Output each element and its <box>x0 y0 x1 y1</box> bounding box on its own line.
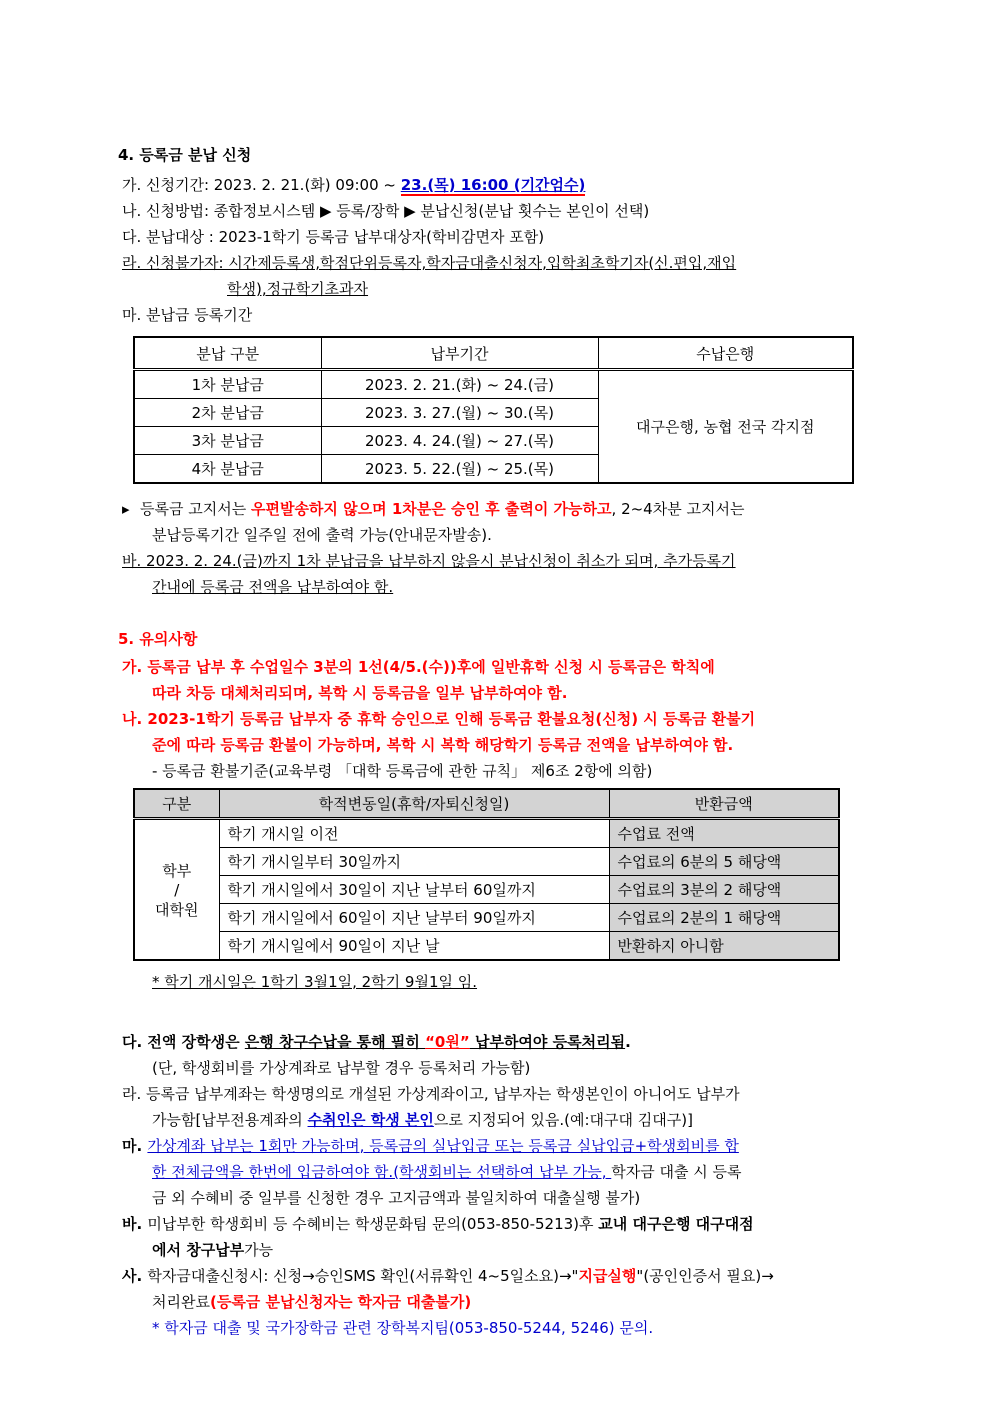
ra-text: 가능함[납부전용계좌의 <box>152 1111 308 1129</box>
sec4-item-ma: 마. 분납금 등록기간 <box>122 306 253 324</box>
deadline-highlight: 23.(목) 16:00 (기간엄수) <box>400 176 586 194</box>
sa-text3: 처리완료 <box>152 1293 210 1311</box>
installment-schedule-table <box>133 336 854 484</box>
sec4-item-ra-line2 <box>122 276 932 302</box>
scholarship-contact-note: * 학자금 대출 및 국가장학금 관련 장학복지팀(053-850-5244, 5246) 문의. <box>152 1319 654 1337</box>
cell-installment: 3차 분납금 <box>134 427 321 455</box>
refund-criteria-table <box>133 788 840 961</box>
ra-text2: 으로 지정되어 있음.(예:대구대 김대구)] <box>433 1111 693 1129</box>
cell-installment: 4차 분납금 <box>134 455 321 484</box>
sec4-item-ba-line1 <box>122 548 932 574</box>
da-underline-text2: 납부하여야 등록처리됨 <box>469 1033 626 1051</box>
loan-restriction-emphasis: (등록금 분납신청자는 학자금 대출불가) <box>209 1293 472 1311</box>
sec4-note-line2: 분납등록기간 일주일 전에 출력 가능(안내문자발송). <box>152 526 492 544</box>
sec4-item-da: 다. 분납대상 : 2023-1학기 등록금 납부대상자(학비감면자 포함) <box>122 228 545 246</box>
sec4-ra-line2-text: 학생),정규학기초과자 <box>227 280 369 298</box>
loan-execution-emphasis: 지급실행 <box>578 1267 637 1285</box>
col-header-period: 납부기간 <box>321 337 598 370</box>
cell-change-date: 학기 개시일 이전 <box>219 819 609 848</box>
sa-text2: "(공인인증서 필요)→ <box>636 1267 774 1285</box>
sec4-item-ba-line2 <box>122 574 932 600</box>
table-header-row <box>134 789 839 819</box>
cell-period: 2023. 4. 24.(월) ~ 27.(목) <box>321 427 598 455</box>
cell-installment: 2차 분납금 <box>134 399 321 427</box>
sec4-ra-line1-text: 라. 신청불가자: 시간제등록생,학점단위등록자,학자금대출신청자,입학최초학기자(신.편입,재입 <box>122 254 737 272</box>
group-line: / <box>174 880 180 899</box>
virtual-account-notice2: 한 전체금액을 한번에 입금하여야 함.(학생회비는 선택하여 납부 가능, <box>152 1163 612 1181</box>
triangle-bullet-icon: ▸ <box>122 500 130 518</box>
ba-label: 바. <box>122 1215 148 1233</box>
col-header-installment: 분납 구분 <box>134 337 321 370</box>
col-header-refund-amount: 반환금액 <box>609 789 839 819</box>
cell-change-date: 학기 개시일에서 90일이 지난 날 <box>219 932 609 961</box>
ma-black-text: 학자금 대출 시 등록 <box>611 1163 742 1181</box>
note-red-emphasis: 우편발송하지 않으며 1차분은 승인 후 출력이 가능하고 <box>250 500 612 518</box>
table-row <box>134 370 853 399</box>
sec4-ba-line2-text: 간내에 등록금 전액을 납부하여야 함. <box>152 578 394 596</box>
sec5-item-da-line2: (단, 학생회비를 가상계좌로 납부할 경우 등록처리 가능함) <box>152 1059 531 1077</box>
sec5-item-ma-line1 <box>122 1133 932 1159</box>
sec4-ga-text: 가. 신청기간: 2023. 2. 21.(화) 09:00 ~ <box>122 176 401 194</box>
sec5-item-ga-line2: 따라 차등 대체처리되며, 복학 시 등록금을 일부 납부하여야 함. <box>152 684 568 702</box>
section4-title: 4. 등록금 분납 신청 <box>118 146 252 164</box>
sec4-item-ga <box>122 172 932 198</box>
table-row <box>134 848 839 876</box>
sec5-item-ba-line1 <box>122 1211 932 1237</box>
semester-start-note <box>122 969 932 995</box>
table-row <box>134 819 839 848</box>
table-header-row <box>134 337 853 370</box>
cell-installment: 1차 분납금 <box>134 370 321 399</box>
cell-refund-amount: 수업료의 2분의 1 해당액 <box>609 904 839 932</box>
cell-refund-amount: 수업료 전액 <box>609 819 839 848</box>
cell-bank: 대구은행, 농협 전국 각지점 <box>598 370 853 484</box>
col-header-category: 구분 <box>134 789 219 819</box>
da-underline-text: 은행 창구수납을 통해 필히 <box>244 1033 426 1051</box>
cell-refund-amount: 수업료의 3분의 2 해당액 <box>609 876 839 904</box>
cell-period: 2023. 2. 21.(화) ~ 24.(금) <box>321 370 598 399</box>
zero-won-emphasis: “0원” <box>425 1033 470 1051</box>
note-text: , 2~4차분 고지서는 <box>611 500 745 518</box>
sec5-item-ma-line2 <box>122 1159 932 1185</box>
sec5-item-ga-line1: 가. 등록금 납부 후 수업일수 3분의 1선(4/5.(수))후에 일반휴학 신청 시 등록금은 학칙에 <box>122 658 715 676</box>
section5-title: 5. 유의사항 <box>118 630 198 648</box>
sec5-item-sa-line1 <box>122 1263 932 1289</box>
cell-refund-amount: 수업료의 6분의 5 해당액 <box>609 848 839 876</box>
group-line: 대학원 <box>155 900 199 919</box>
table-row <box>134 876 839 904</box>
sec5-refund-basis: - 등록금 환불기준(교육부령 「대학 등록금에 관한 규칙」 제6조 2항에 의함) <box>152 762 653 780</box>
cell-change-date: 학기 개시일에서 30일이 지난 날부터 60일까지 <box>219 876 609 904</box>
sec5-item-da-line1 <box>122 1029 932 1055</box>
cell-change-date: 학기 개시일부터 30일까지 <box>219 848 609 876</box>
cell-category-group <box>134 819 219 961</box>
sec5-item-na-line2: 준에 따라 등록금 환불이 가능하며, 복학 시 복학 해당학기 등록금 전액을 납부하여야 함. <box>152 736 734 754</box>
sec5-item-na-line1: 나. 2023-1학기 등록금 납부자 중 휴학 승인으로 인해 등록금 환불요청(신청) 시 등록금 환불기 <box>122 710 756 728</box>
sec4-item-ra-line1 <box>122 250 932 276</box>
sec5-item-ra-line2 <box>122 1107 932 1133</box>
sec5-item-ra-line1: 라. 등록금 납부계좌는 학생명의로 개설된 가상계좌이고, 납부자는 학생본인이 아니어도 납부가 <box>122 1085 740 1103</box>
ma-label: 마. <box>122 1137 148 1155</box>
sec4-note-line1 <box>122 496 932 522</box>
bank-branch-emphasis: 교내 대구은행 대구대점 <box>598 1215 754 1233</box>
sec5-item-sa-line2 <box>122 1289 932 1315</box>
cell-change-date: 학기 개시일에서 60일이 지난 날부터 90일까지 <box>219 904 609 932</box>
cell-refund-amount: 반환하지 아니함 <box>609 932 839 961</box>
sec5-item-ma-line3: 금 외 수혜비 중 일부를 신청한 경우 고지금액과 불일치하여 대출실행 불가) <box>152 1189 641 1207</box>
da-bold-text: 다. 전액 장학생은 <box>122 1033 245 1051</box>
table-row <box>134 932 839 961</box>
cell-period: 2023. 3. 27.(월) ~ 30.(목) <box>321 399 598 427</box>
da-period: . <box>625 1033 631 1051</box>
sa-text: 학자금대출신청시: 신청→승인SMS 확인(서류확인 4~5일소요)→" <box>147 1267 579 1285</box>
sec4-ba-line1-text: 바. 2023. 2. 24.(금)까지 1차 분납금을 납부하지 않을시 분납신청이 취소가 되며, 추가등록기 <box>122 552 736 570</box>
virtual-account-notice: 가상계좌 납부는 1회만 가능하며, 등록금의 실납입금 또는 등록금 실납입금+학생회비를 합 <box>147 1137 739 1155</box>
ba-text2: 가능 <box>244 1241 274 1259</box>
ba-text: 미납부한 학생회비 등 수혜비는 학생문화팀 문의(053-850-5213)후 <box>147 1215 599 1233</box>
group-line: 학부 <box>162 861 192 880</box>
semester-start-note-text: * 학기 개시일은 1학기 3월1일, 2학기 9월1일 임. <box>152 973 478 991</box>
col-header-bank: 수납은행 <box>598 337 853 370</box>
sa-label: 사. <box>122 1267 148 1285</box>
col-header-change-date: 학적변동일(휴학/자퇴신청일) <box>219 789 609 819</box>
note-text: 등록금 고지서는 <box>140 500 251 518</box>
payee-emphasis: 수취인은 학생 본인 <box>307 1111 434 1129</box>
counter-payment-emphasis: 에서 창구납부 <box>152 1241 245 1259</box>
table-row <box>134 904 839 932</box>
sec4-item-na: 나. 신청방법: 종합정보시스템 ▶ 등록/장학 ▶ 분납신청(분납 횟수는 본인이 선택) <box>122 202 650 220</box>
sec5-item-ba-line2 <box>122 1237 932 1263</box>
cell-period: 2023. 5. 22.(월) ~ 25.(목) <box>321 455 598 484</box>
